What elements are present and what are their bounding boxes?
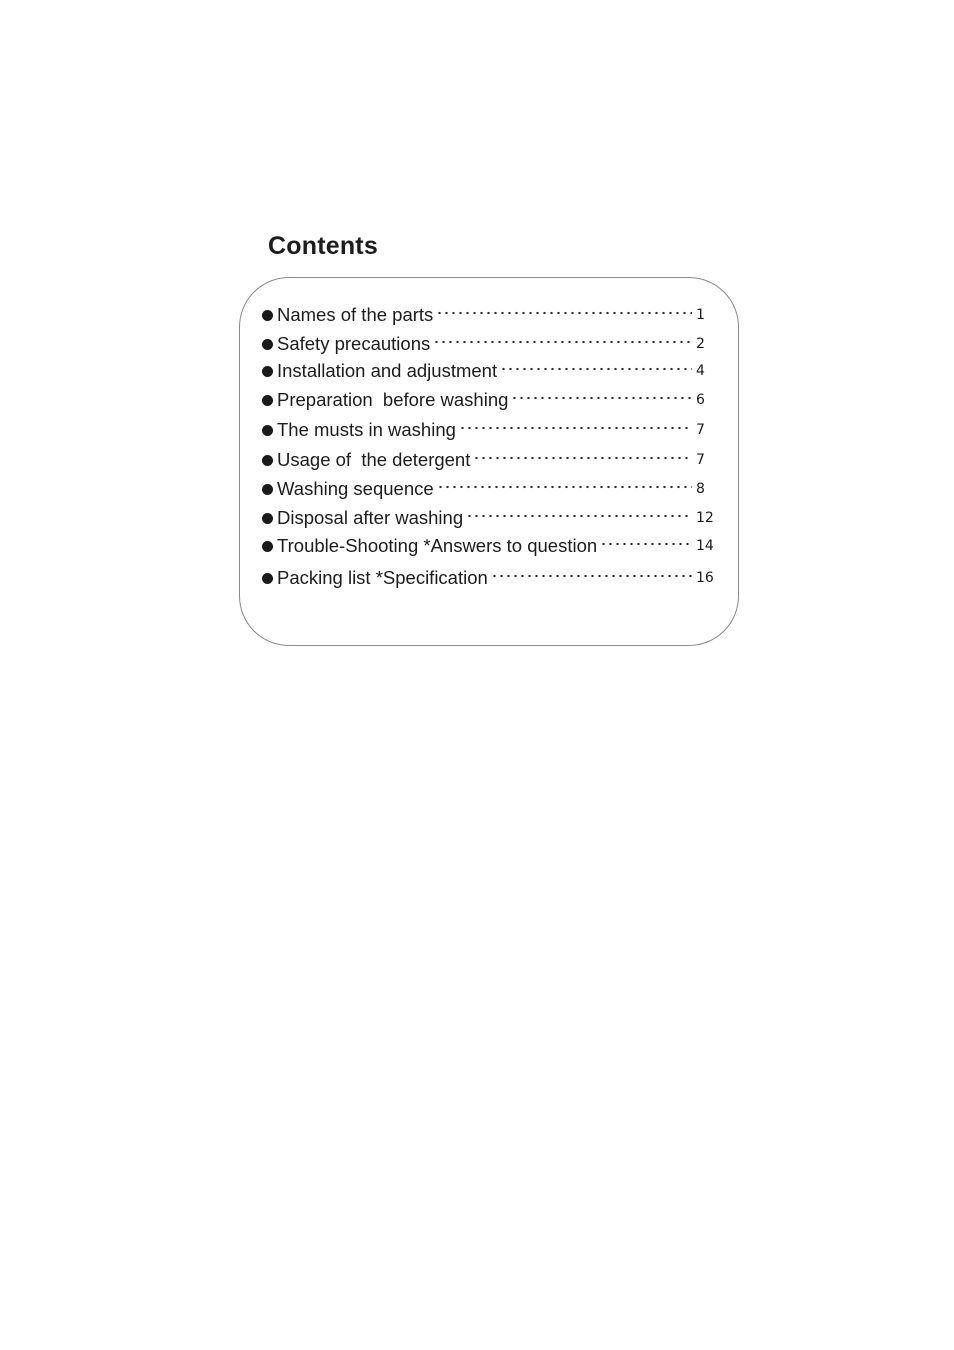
bullet-icon (262, 425, 273, 436)
toc-entry-packing-list[interactable] (262, 565, 714, 591)
toc-entry-washing-sequence[interactable] (262, 476, 714, 502)
toc-entry-detergent[interactable] (262, 447, 714, 473)
bullet-icon (262, 573, 273, 584)
toc-label: Names of the parts (277, 304, 434, 325)
toc-entry-trouble-shooting[interactable] (262, 533, 714, 559)
toc-page-number: 4 (696, 363, 705, 379)
dot-leader (500, 367, 692, 371)
bullet-icon (262, 395, 273, 406)
toc-entry-installation[interactable] (262, 358, 714, 384)
dot-leader (473, 456, 692, 460)
toc-page-number: 7 (696, 452, 705, 468)
bullet-icon (262, 513, 273, 524)
bullet-icon (262, 366, 273, 377)
dot-leader (466, 514, 692, 518)
bullet-icon (262, 484, 273, 495)
toc-page-number: 7 (696, 422, 705, 438)
toc-label: Preparation before washing (277, 389, 509, 410)
toc-label: The musts in washing (277, 419, 456, 440)
toc-page-number: 16 (696, 570, 714, 586)
bullet-icon (262, 455, 273, 466)
dot-leader (437, 485, 692, 489)
toc-page-number: 6 (696, 392, 705, 408)
toc-entry-preparation[interactable] (262, 387, 714, 413)
dot-leader (491, 574, 692, 578)
toc-page-number: 1 (696, 307, 705, 323)
page-title: Contents (268, 232, 378, 260)
toc-label: Disposal after washing (277, 507, 464, 528)
toc-entry-names-of-parts[interactable] (262, 302, 714, 328)
dot-leader (459, 426, 692, 430)
toc-page-number: 12 (696, 510, 714, 526)
dot-leader (433, 340, 692, 344)
toc-page-number: 14 (696, 538, 714, 554)
toc-label: Packing list *Specification (277, 567, 488, 588)
toc-label: Installation and adjustment (277, 360, 498, 381)
toc-entry-safety-precautions[interactable] (262, 331, 714, 357)
dot-leader (436, 311, 692, 315)
dot-leader (600, 542, 692, 546)
toc-label: Trouble-Shooting *Answers to question (277, 535, 598, 556)
toc-page-number: 2 (696, 336, 705, 352)
toc-label: Washing sequence (277, 478, 434, 499)
toc-label: Safety precautions (277, 333, 431, 354)
bullet-icon (262, 541, 273, 552)
toc-label: Usage of the detergent (277, 449, 471, 470)
dot-leader (511, 396, 692, 400)
bullet-icon (262, 310, 273, 321)
toc-page-number: 8 (696, 481, 705, 497)
bullet-icon (262, 339, 273, 350)
toc-entry-disposal[interactable] (262, 505, 714, 531)
toc-entry-musts-in-washing[interactable] (262, 417, 714, 443)
